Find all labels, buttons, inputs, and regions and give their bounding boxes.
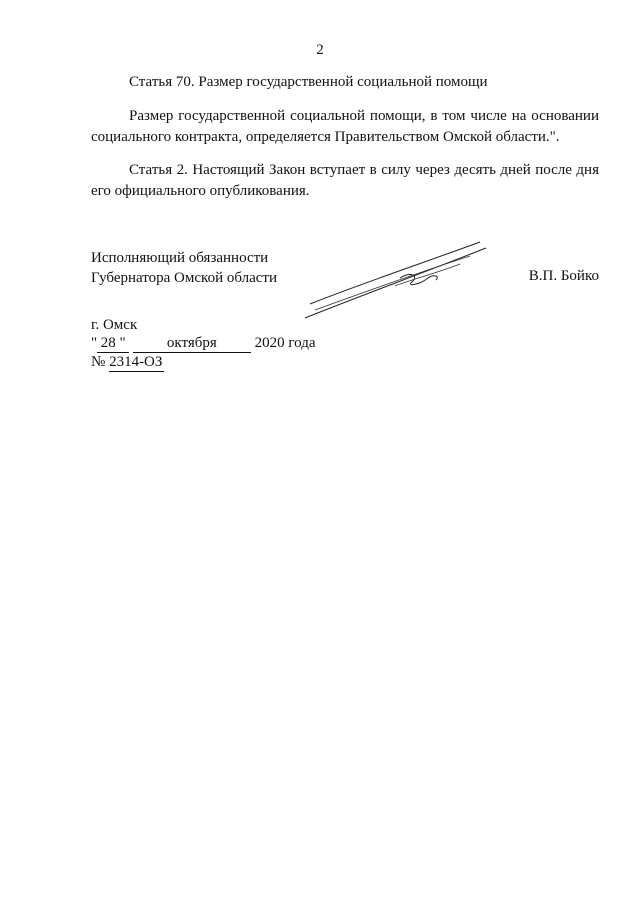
- date-quote-open: ": [91, 335, 98, 351]
- signer-position-line-2: Губернатора Омской области: [91, 270, 277, 286]
- page-number: 2: [316, 42, 324, 58]
- date-day: 28 ": [97, 334, 129, 353]
- handwritten-signature: [300, 234, 490, 324]
- article-2-text: Статья 2. Настоящий Закон вступает в силу через десять дней после дня его официального опубликования.: [91, 162, 599, 199]
- law-number-line: [91, 353, 316, 372]
- date-line: [91, 334, 316, 353]
- city: г. Омск: [91, 317, 138, 333]
- number-sign: №: [91, 354, 106, 370]
- signer-name: В.П. Бойко: [528, 268, 599, 284]
- signer-position: [91, 248, 277, 288]
- law-number: 2314-ОЗ: [109, 354, 163, 370]
- place-date-number: [91, 316, 316, 372]
- signer-position-line-1: Исполняющий обязанности: [91, 250, 269, 266]
- date-year: 2020 года: [254, 335, 316, 351]
- article-70-title: Статья 70. Размер государственной социальной помощи: [129, 74, 488, 90]
- date-month: октября: [133, 334, 251, 353]
- article-70-text: Размер государственной социальной помощи, в том числе на основании социального контракта, определяется Правительством Омской области.".: [91, 108, 599, 145]
